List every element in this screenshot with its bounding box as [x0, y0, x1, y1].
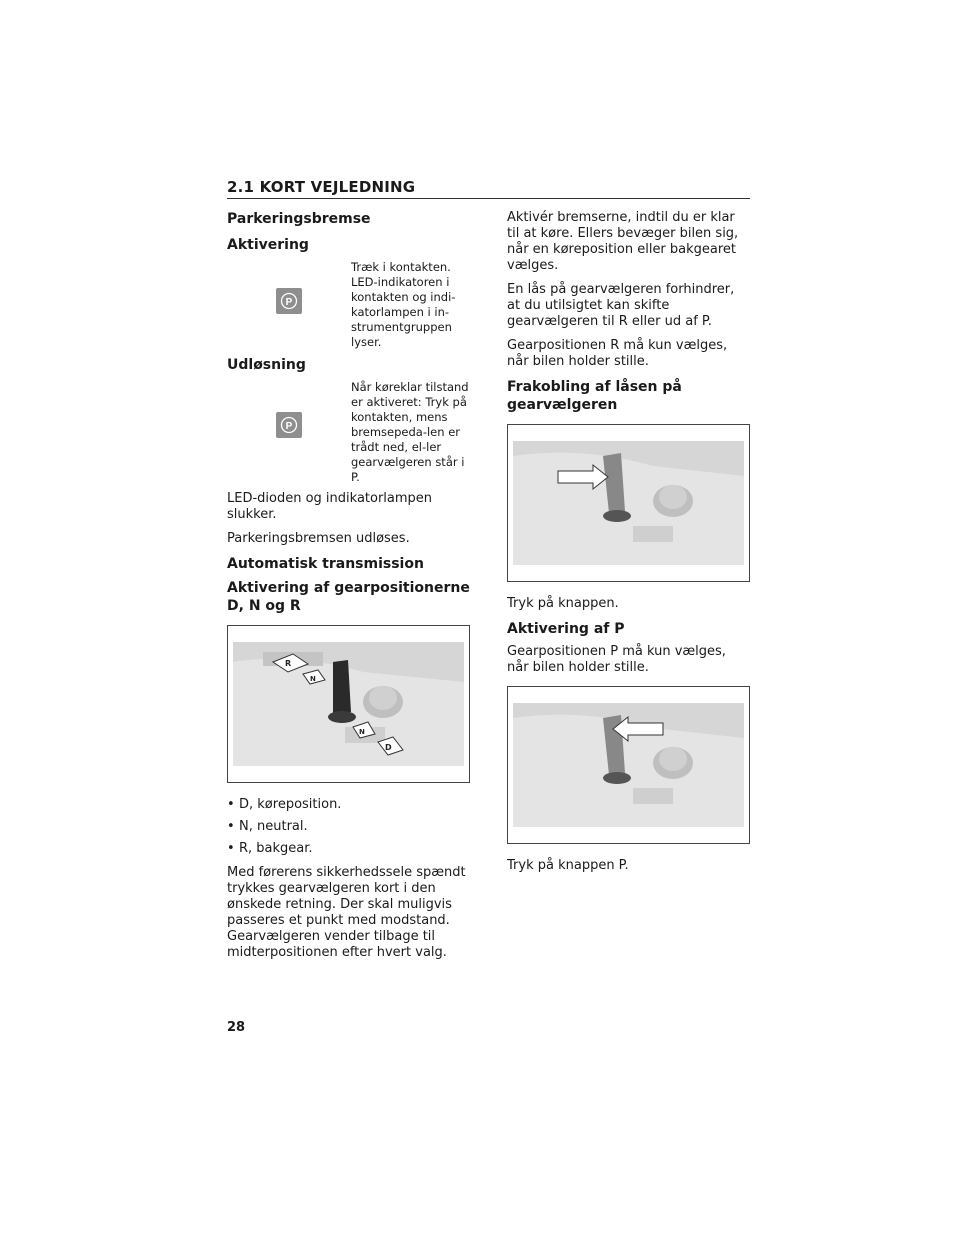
release-instructions: Når køreklar tilstand er aktiveret: Tryk på kontakten, mens bremsepeda-len er trådt ned, el-ler gearvælgeren står i P. — [351, 380, 469, 484]
parking-brake-icon — [276, 288, 302, 314]
heading-automatic-transmission: Automatisk transmission — [227, 556, 424, 572]
label-n-top: N — [310, 675, 316, 683]
led-off-text: LED-dioden og indikatorlampen slukker. — [227, 491, 433, 522]
heading-parking-brake: Parkeringsbremse — [227, 211, 371, 227]
park-illustration — [513, 703, 744, 827]
heading-release: Udløsning — [227, 357, 306, 373]
parking-brake-icon — [276, 412, 302, 438]
list-item: • N, neutral. — [227, 819, 470, 835]
release-row — [227, 380, 470, 485]
heading-unlock: Frakobling af låsen på gearvælgeren — [507, 379, 682, 413]
press-button-text: Tryk på knappen. — [507, 596, 619, 611]
left-column — [227, 210, 470, 969]
activation-row — [227, 260, 470, 350]
gear-lock-text: En lås på gearvælgeren forhindrer, at du utilsigtet kan skifte gearvælgeren til R eller ud af P. — [507, 282, 735, 329]
gear-selector-illustration — [233, 642, 464, 766]
label-r: R — [285, 659, 292, 668]
r-still-text: Gearpositionen R må kun vælges, når bilen holder stille. — [507, 338, 728, 369]
unlock-figure — [507, 424, 750, 582]
activate-brakes-text: Aktivér bremserne, indtil du er klar til at køre. Ellers bevæger bilen sig, når en køreposition eller bakgearet vælges. — [507, 210, 739, 273]
page-number: 28 — [227, 1020, 246, 1035]
heading-activate-p: Aktivering af P — [507, 621, 625, 637]
gear-instructions-text: Med førerens sikkerhedssele spændt trykkes gearvælgeren kort i den ønskede retning. Der skal muligvis passeres et punkt med modstand. Gearvælgeren vender tilbage til midterpositionen efter hvert valg. — [227, 865, 466, 960]
label-n-bottom: N — [359, 728, 365, 736]
press-p-text: Tryk på knappen P. — [507, 858, 629, 873]
gear-selector-figure — [227, 625, 470, 783]
activation-instructions: Træk i kontakten. LED-indikatoren i kontakten og indi-katorlampen i in-strumentgruppen lyser. — [351, 260, 456, 349]
section-divider — [227, 198, 750, 199]
unlock-illustration — [513, 441, 744, 565]
right-column — [507, 210, 750, 882]
p-still-text: Gearpositionen P må kun vælges, når bilen holder stille. — [507, 644, 726, 675]
park-figure — [507, 686, 750, 844]
section-title: 2.1 KORT VEJLEDNING — [227, 178, 416, 196]
heading-activation: Aktivering — [227, 237, 309, 253]
brake-released-text: Parkeringsbremsen udløses. — [227, 531, 410, 546]
list-item: • R, bakgear. — [227, 841, 470, 857]
heading-gear-activation: Aktivering af gearpositionerne D, N og R — [227, 580, 470, 614]
svg-text:P: P — [285, 297, 293, 308]
svg-text:P: P — [285, 421, 293, 432]
gear-positions-list — [227, 797, 470, 857]
list-item: • D, køreposition. — [227, 797, 470, 813]
label-d: D — [385, 743, 392, 752]
